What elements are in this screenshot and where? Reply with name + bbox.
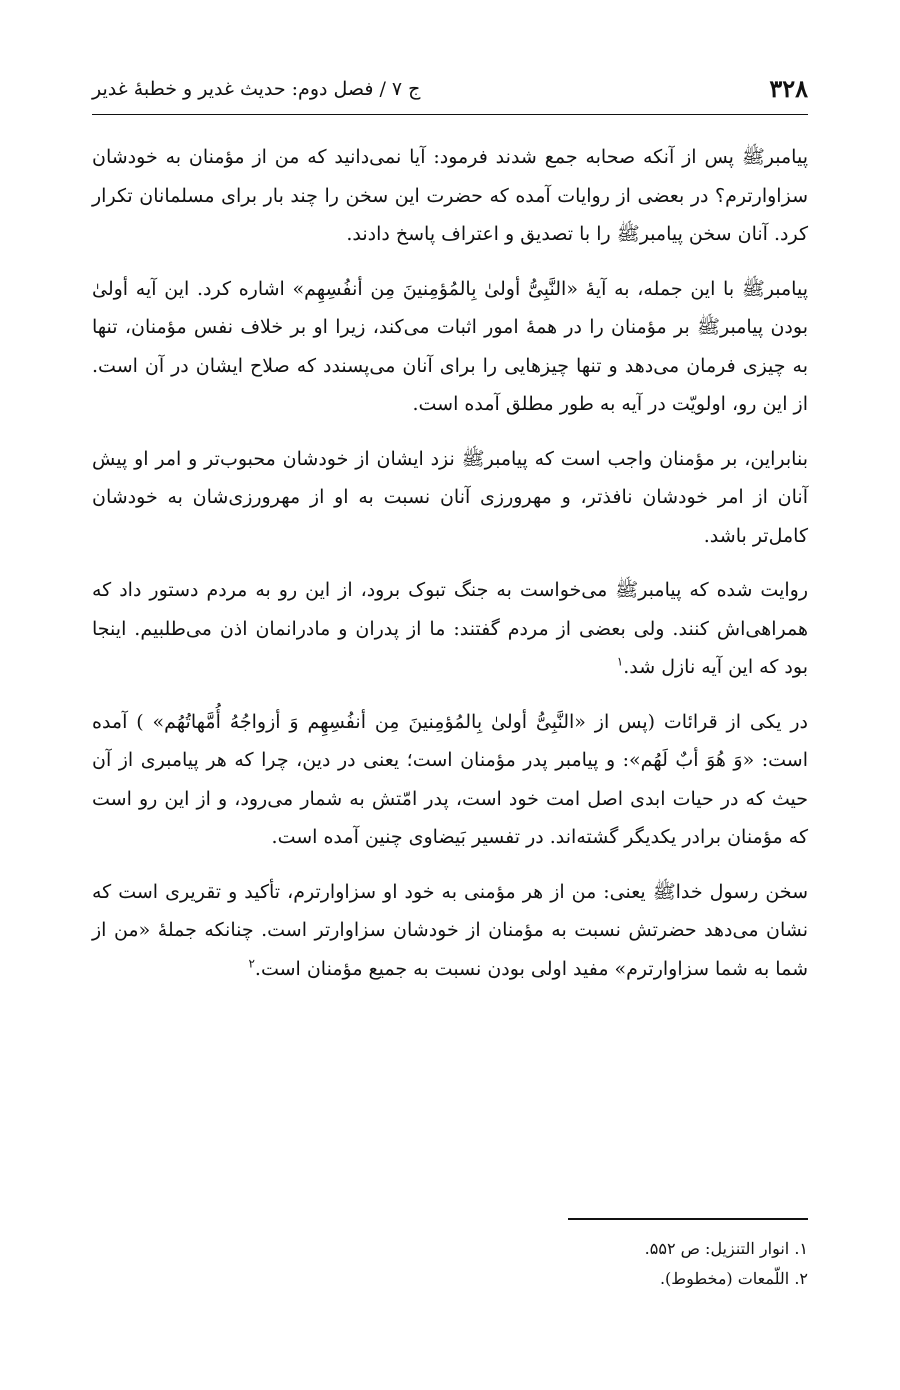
footnote: ۲. اللّمعات (مخطوط). xyxy=(659,1269,808,1288)
running-title: ج ۷ / فصل دوم: حدیث غدیر و خطبهٔ غدیر xyxy=(92,78,421,100)
paragraph-text: بنابراین، بر مؤمنان واجب است که پیامبرﷺ نزد ایشان از خودشان محبوب‌تر و امر او پیش آنان از امر خودشان نافذتر، و مهرورزی آنان نسبت به او از مهرورزی‌شان به خودشان کامل‌تر باشد. xyxy=(92,447,808,547)
page-body xyxy=(92,138,808,1004)
paragraph xyxy=(92,703,808,857)
page-number: ۳۲۸ xyxy=(769,74,808,103)
paragraph xyxy=(92,571,808,687)
paragraph-text: پیامبرﷺ با این جمله، به آیهٔ «النَّبِیُّ أولیٰ بِالمُؤمِنینَ مِن أنفُسِهِم» اشاره کرد. این آیه أولیٰ بودن پیامبرﷺ بر مؤمنان را در همهٔ امور اثبات می‌کند، زیرا او بر خلاف نفس مؤمنان، تنها به چیزی فرمان می‌دهد و تنها چیزهایی را برای آنان می‌پسندد که صلاح ایشان در آن است. از این رو، اولویّت در آیه به طور مطلق آمده است. xyxy=(92,277,808,415)
paragraph-text: در یکی از قرائات (پس از «النَّبِیُّ أولیٰ بِالمُؤمِنینَ مِن أنفُسِهِم وَ أزواجُهُ أُمَّهاتُهُم» ) آمده است: «وَ هُوَ أبٌ لَهُم»: و پیامبر پدر مؤمنان است؛ یعنی در دین، چرا که هر پیامبری از آن حیث که در حیات ابدی اصل امت خود است، پدر امّتش به شمار می‌رود، و از این رو است که مؤمنان برادر یکدیگر گشته‌اند. در تفسیر بَیضاوی چنین آمده است. xyxy=(92,710,808,848)
footnote-reference[interactable]: ۱ xyxy=(616,654,624,669)
page-header xyxy=(92,70,808,115)
footnote-reference[interactable]: ۲ xyxy=(248,956,255,971)
book-page xyxy=(92,0,808,1390)
paragraph xyxy=(92,138,808,254)
footnote: ۱. انوار التنزیل: ص ۵۵۲. xyxy=(644,1239,808,1258)
paragraph-text: پیامبرﷺ پس از آنکه صحابه جمع شدند فرمود: آیا نمی‌دانید که من از مؤمنان به خودشان سزاوارترم؟ در بعضی از روایات آمده که حضرت این سخن را چند بار برای مسلمانان تکرار کرد. آنان سخن پیامبرﷺ را با تصدیق و اعتراف پاسخ دادند. xyxy=(92,146,808,245)
paragraph-text: سخن رسول خداﷺ یعنی: من از هر مؤمنی به خود او سزاوارترم، تأکید و تقریری است که نشان می‌دهد حضرتش نسبت به مؤمنان از خودشان سزاوارتر است. چنانکه جملهٔ «من از شما به شما سزاوارترم» مفید اولی بودن نسبت به جمیع مؤمنان است. xyxy=(92,880,808,980)
paragraph xyxy=(92,873,808,989)
paragraph xyxy=(92,270,808,424)
paragraph xyxy=(92,440,808,556)
paragraph-text: روایت شده که پیامبرﷺ می‌خواست به جنگ تبوک برود، از این رو به مردم دستور داد که همراهی‌اش کنند. ولی بعضی از مردم گفتند: ما از پدران و مادرانمان اذن می‌طلبیم. اینجا بود که این آیه نازل شد. xyxy=(92,579,808,678)
footnotes xyxy=(92,1234,808,1294)
footnote-divider xyxy=(568,1218,808,1220)
